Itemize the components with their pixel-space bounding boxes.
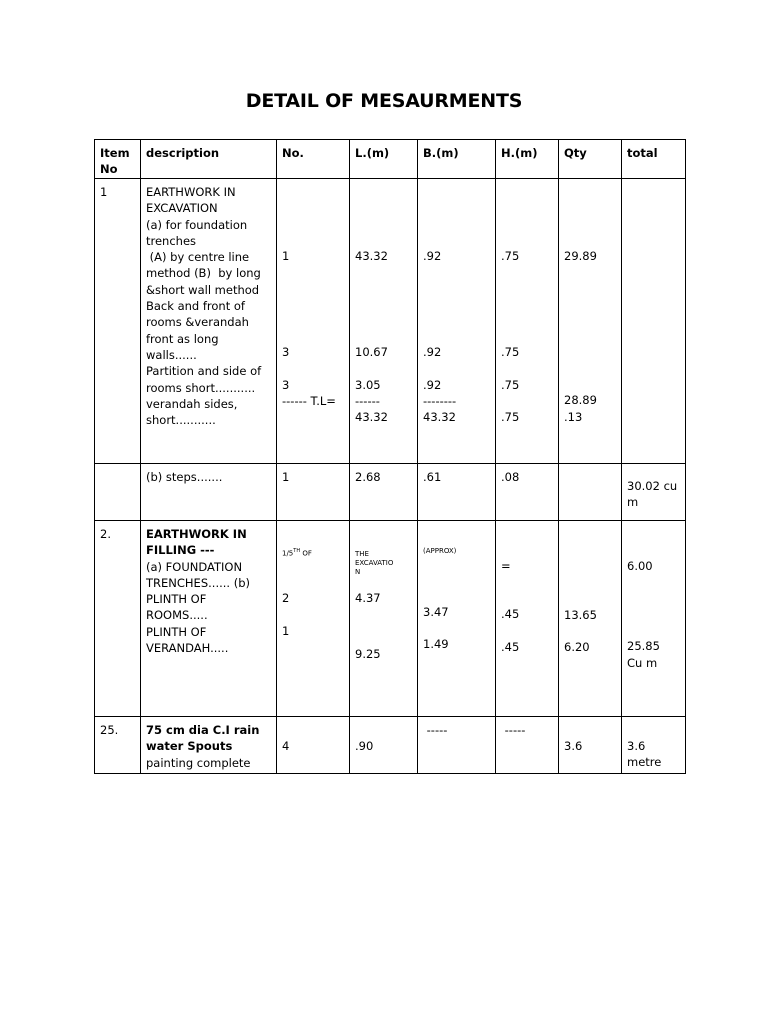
length-value: 3.05 (355, 377, 381, 392)
no-value: 2 (282, 591, 290, 606)
height-value: ----- (501, 723, 526, 737)
no-cell: 1 (277, 464, 350, 521)
desc-line: VERANDAH..... (146, 641, 229, 656)
breadth-value: 3.47 (423, 605, 449, 619)
table-row (95, 464, 686, 521)
total-value: 25.85 (627, 639, 660, 654)
qty-value: 13.65 (564, 608, 597, 622)
height-value: .75 (501, 409, 520, 424)
length-cell: 2.68 (350, 464, 418, 521)
desc-line: painting complete (146, 755, 251, 770)
breadth-value: .92 (423, 345, 442, 360)
height-value: = (501, 559, 511, 573)
length-value: 43.32 (355, 249, 388, 263)
desc-line: short........... (146, 413, 216, 428)
desc-line: verandah sides, (146, 396, 238, 411)
excavation-note: N (355, 568, 361, 576)
desc-line: rooms short........... (146, 380, 256, 395)
table-row (95, 717, 686, 774)
height-value: .45 (501, 607, 520, 622)
length-value: 10.67 (355, 345, 388, 360)
total-cell (622, 179, 686, 464)
header-height: H.(m) (496, 140, 559, 179)
qty-value: 3.6 (564, 739, 583, 753)
qty-cell (559, 521, 622, 717)
desc-line: method (B) by long (146, 266, 261, 281)
no-value: 3 (282, 377, 290, 392)
total-value: 30.02 cu (627, 479, 678, 493)
desc-line: EXCAVATION (146, 201, 218, 216)
no-value: ------ T.L= (282, 393, 336, 408)
no-value: 3 (282, 345, 290, 360)
length-value: 43.32 (355, 410, 388, 425)
qty-value: 6.20 (564, 640, 590, 655)
desc-line: &short wall method (146, 282, 260, 297)
header-qty: Qty (559, 140, 622, 179)
desc-line: FILLING --- (146, 543, 215, 558)
description-cell (141, 179, 277, 464)
desc-line: EARTHWORK IN (146, 185, 236, 199)
header-total: total (622, 140, 686, 179)
breadth-value: 1.49 (423, 637, 449, 652)
height-value: .75 (501, 345, 520, 360)
length-value: ------ (355, 393, 380, 408)
height-value: .75 (501, 249, 520, 263)
header-item-no: Item No (95, 140, 141, 179)
height-cell: .08 (496, 464, 559, 521)
description-cell (141, 521, 277, 717)
qty-value: 28.89 (564, 393, 597, 408)
no-cell (277, 521, 350, 717)
total-cell (622, 464, 686, 521)
length-cell (350, 521, 418, 717)
breadth-value: .92 (423, 377, 442, 392)
desc-line: (a) for foundation (146, 217, 248, 232)
qty-cell (559, 464, 622, 521)
desc-line: (a) FOUNDATION (146, 559, 243, 574)
length-value: .90 (355, 739, 374, 753)
no-value: 1 (282, 249, 290, 263)
qty-cell (559, 179, 622, 464)
approx-note: (APPROX) (423, 547, 457, 555)
qty-value: 29.89 (564, 249, 597, 263)
length-cell (350, 717, 418, 774)
desc-line: water Spouts (146, 739, 233, 754)
height-cell (496, 717, 559, 774)
height-cell (496, 521, 559, 717)
breadth-value: ----- (423, 723, 448, 737)
desc-line: TRENCHES...... (b) (146, 575, 250, 590)
excavation-note: EXCAVATIO (355, 559, 394, 567)
item-no-cell (95, 464, 141, 521)
desc-line: EARTHWORK IN (146, 527, 247, 541)
desc-line: PLINTH OF (146, 592, 207, 607)
desc-line: Partition and side of (146, 364, 262, 379)
header-description: description (141, 140, 277, 179)
excavation-note: THE (355, 550, 369, 558)
qty-value: .13 (564, 409, 583, 424)
item-no-cell: 25. (95, 717, 141, 774)
breadth-cell (418, 179, 496, 464)
no-value: 4 (282, 739, 290, 753)
length-value: 9.25 (355, 647, 381, 662)
total-value: 6.00 (627, 559, 653, 573)
item-no-cell: 1 (95, 179, 141, 464)
total-value: metre (627, 755, 662, 770)
breadth-cell (418, 717, 496, 774)
desc-line: Back and front of (146, 299, 245, 314)
header-length: L.(m) (350, 140, 418, 179)
description-cell: (b) steps....... (141, 464, 277, 521)
breadth-value: .92 (423, 249, 442, 263)
total-value: 3.6 (627, 739, 646, 753)
table-row (95, 521, 686, 717)
length-cell (350, 179, 418, 464)
total-value: m (627, 495, 639, 510)
breadth-cell: .61 (418, 464, 496, 521)
total-cell (622, 521, 686, 717)
table-row (95, 179, 686, 464)
item-no-cell: 2. (95, 521, 141, 717)
desc-line: ROOMS..... (146, 608, 208, 623)
fraction-note: 1/5TH OF (282, 548, 312, 558)
desc-line: (A) by centre line (146, 250, 250, 265)
header-no: No. (277, 140, 350, 179)
measurement-table (94, 139, 686, 774)
total-value: Cu m (627, 655, 658, 670)
breadth-value: 43.32 (423, 410, 456, 425)
header-breadth: B.(m) (418, 140, 496, 179)
desc-line: front as long (146, 331, 219, 346)
desc-line: trenches (146, 233, 197, 248)
desc-line: 75 cm dia C.I rain (146, 723, 260, 737)
no-cell (277, 179, 350, 464)
desc-line: rooms &verandah (146, 315, 249, 330)
no-cell (277, 717, 350, 774)
desc-line: walls...... (146, 347, 197, 362)
qty-cell (559, 717, 622, 774)
breadth-value: -------- (423, 393, 457, 408)
header-row (95, 140, 686, 179)
total-cell (622, 717, 686, 774)
length-value: 4.37 (355, 591, 381, 605)
no-value: 1 (282, 623, 290, 638)
height-value: .45 (501, 639, 520, 654)
description-cell (141, 717, 277, 774)
height-cell (496, 179, 559, 464)
height-value: .75 (501, 377, 520, 392)
desc-line: PLINTH OF (146, 624, 207, 639)
breadth-cell (418, 521, 496, 717)
page-title: DETAIL OF MESAURMENTS (245, 90, 523, 112)
